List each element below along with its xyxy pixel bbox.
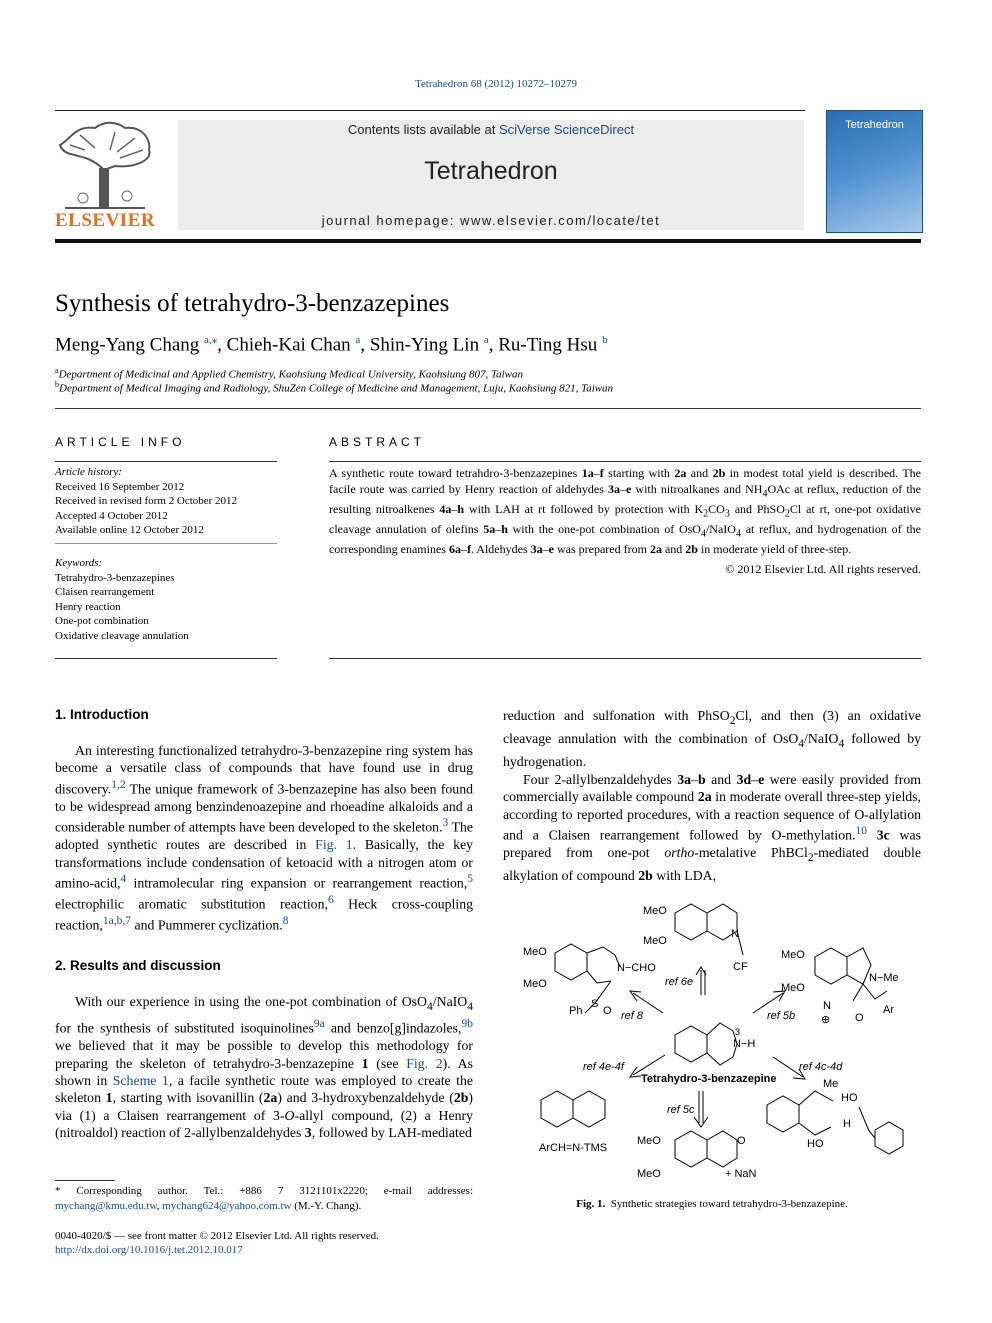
author-name: Meng-Yang Chang — [55, 334, 200, 356]
article-info-heading: ARTICLE INFO — [55, 435, 186, 449]
label-me: Me — [823, 1078, 839, 1090]
article-info — [55, 465, 277, 538]
cover-title: Tetrahedron — [845, 119, 904, 131]
elsevier-tree-icon — [55, 120, 155, 212]
author-affiliation-mark[interactable]: a — [483, 334, 489, 346]
arrow-ref-6e — [696, 967, 706, 995]
label-ref-4c: ref 4c-4d — [799, 1061, 843, 1073]
label-ho: HO — [807, 1138, 824, 1150]
label-ho: HO — [841, 1092, 858, 1104]
benzene-ring-bottom — [675, 1131, 707, 1167]
label-n: N — [731, 928, 739, 940]
benzene-ring-center — [675, 1026, 707, 1062]
author-name: Ru-Ting Hsu — [498, 334, 598, 356]
label-ref-5c: ref 5c — [667, 1104, 695, 1116]
history-label: Article history: — [55, 466, 122, 478]
label-h2n: H — [843, 1118, 851, 1130]
footnote-rule — [55, 1180, 115, 1181]
article-info-rule — [55, 461, 277, 462]
issn-line: 0040-4020/$ — see front matter © 2012 Elsevier Ltd. All rights reserved. — [55, 1230, 379, 1242]
contents-prefix: Contents lists available at — [347, 122, 499, 137]
header-top-rule — [55, 110, 805, 111]
front-divider — [55, 408, 921, 409]
footnote-text: * Corresponding author. Tel.: +886 7 3121101x2220; e-mail addresses: — [55, 1185, 473, 1197]
arrow-ref-5c — [694, 1091, 708, 1127]
label-ncho: N−CHO — [617, 962, 656, 974]
history-item: Received in revised form 2 October 2012 — [55, 495, 238, 507]
benzene-ring-right — [815, 948, 847, 984]
caption-text: Synthetic strategies toward tetrahydro-3-benzazepine. — [610, 1198, 848, 1210]
keyword: Oxidative cleavage annulation — [55, 629, 189, 642]
benzene-ring-bottom-left — [541, 1091, 573, 1127]
keywords-block — [55, 556, 277, 643]
figure-1-caption — [503, 1198, 921, 1210]
author-name: Shin-Ying Lin — [369, 334, 480, 356]
journal-cover-thumbnail — [826, 110, 923, 233]
author-list: Meng-Yang Chang $^{a,⁎}$, Chieh-Kai Chan $^a$, Shin-Ying Lin $^a$, Ru-Ting Hsu $^b$ — [55, 334, 608, 356]
label-meo: MeO — [781, 982, 805, 994]
section-heading-introduction: 1. Introduction — [55, 707, 149, 722]
keywords-label: Keywords: — [55, 557, 103, 569]
introduction-text: An interesting functionalized tetrahydro-3-benzazepine ring system has become a versatile class of compounds that have found use in drug discovery.$^{1,2}$ The unique framework of 3-benzazepine has also been found to be widespread among benzindenoazepine and rhoeadine alkaloids and a considerable number of attempts have been developed to the skeleton.$^3$ The adopted synthetic routes are described in Fig. 1. Basically, the key transformations include condensation of ketoacid with a nitrogen atom or amino-acid,$^4$ intramolecular ring expansion or rearrangement reaction,$^5$ electrophilic aromatic substitution reaction,$^6$ Heck cross-coupling reaction,$^{1a,b,7}$ and Pummerer cyclization.$^8$ — [55, 743, 474, 933]
phenyl-ring-bottom-right — [875, 1122, 903, 1154]
label-s: S — [591, 998, 599, 1010]
front-matter — [55, 1229, 379, 1257]
label-cf3: CF — [733, 961, 748, 973]
author-affiliation-mark[interactable]: b — [602, 334, 608, 346]
label-n2: N — [823, 1000, 831, 1012]
benzene-ring-top — [675, 904, 707, 940]
elsevier-logo — [55, 120, 155, 232]
label-nan3: + NaN — [725, 1168, 757, 1180]
label-o: O — [603, 1005, 612, 1017]
label-tetrahydro-benzazepine: Tetrahydro-3-benzazepine — [641, 1073, 777, 1085]
email-link[interactable]: mychang624@yahoo.com.tw — [162, 1200, 292, 1212]
label-meo: MeO — [523, 946, 547, 958]
label-nh: N−H — [733, 1038, 756, 1050]
history-item: Accepted 4 October 2012 — [55, 509, 168, 522]
benzene-ring-bottom-right — [767, 1096, 799, 1132]
abstract-heading: ABSTRACT — [329, 435, 426, 449]
label-meo: MeO — [637, 1168, 661, 1180]
label-arch: ArCH=N-TMS — [539, 1142, 608, 1154]
pyrrolidine-ring-right — [847, 948, 871, 984]
label-plus: ⊕ — [821, 1014, 831, 1026]
contents-line — [178, 122, 804, 137]
keyword: Tetrahydro-3-benzazepines — [55, 571, 175, 584]
affiliation-text: Department of Medical Imaging and Radiology, ShuZen College of Medicine and Management, Luju, Kaohsiung 821, Taiwan — [59, 382, 614, 395]
author-name: Chieh-Kai Chan — [226, 334, 351, 356]
journal-name: Tetrahedron — [424, 157, 558, 185]
author-affiliation-mark[interactable]: a — [355, 334, 361, 346]
results-text-continued: reduction and sulfonation with PhSO$_2$Cl, and then (3) an oxidative cleavage annulation with the combination of OsO$_4$/NaIO$_4$ followed by hydrogenation. Four 2-allylbenzaldehydes 3a–b and 3d–e were easily provided from commercially available compound 2a in moderate overall three-step yields, according to reported procedures, with a reaction sequence of O-allylation and a Claisen rearrangement followed by O-methylation.$^{10}$ 3c was prepared from one-pot ortho-metalative PhBCl$_2$-mediated double alkylation of compound 2b with LDA, — [503, 708, 922, 884]
affiliation-b — [55, 380, 613, 395]
pyran-ring-bottom-left — [573, 1091, 605, 1127]
label-o: O — [737, 1135, 746, 1147]
label-meo: MeO — [637, 1135, 661, 1147]
history-item: Available online 12 October 2012 — [55, 524, 204, 536]
label-meo: MeO — [643, 935, 667, 947]
abstract-text: A synthetic route toward tetrahdro-3-benzazepines 1a–f starting with 2a and 2b in modest total yield is described. The facile route was carried by Henry reaction of aldehydes 3a–e with nitroalkanes and $NH_4OAc$ at reflux, reduction of the resulting nitroalkenes 4a–h with LAH at rt followed by protection with $K_2CO_3$ and PhSO$_2$Cl at rt, one-pot oxidative cleavage annulation of olefins 5a–h with the one-pot combination of OsO$_4$/NaIO$_4$ at reflux, and hydrogenation of the corresponding enamines 6a–f. Aldehydes 3a–e was prepared from 2a and 2b in moderate yield of three-step. — [329, 466, 922, 556]
author-affiliation-mark[interactable]: a,⁎ — [204, 334, 218, 346]
history-item: Received 16 September 2012 — [55, 480, 185, 493]
label-ref-8: ref 8 — [621, 1010, 644, 1022]
doi-link[interactable]: http://dx.doi.org/10.1016/j.tet.2012.10.017 — [55, 1244, 243, 1256]
journal-homepage[interactable]: journal homepage: www.elsevier.com/locate/tet — [321, 213, 661, 228]
email-link[interactable]: mychang@kmu.edu.tw — [55, 1200, 157, 1212]
caption-label: Fig. 1. — [576, 1198, 606, 1210]
abstract-copyright: © 2012 Elsevier Ltd. All rights reserved. — [725, 562, 921, 576]
keyword: Claisen rearrangement — [55, 586, 155, 598]
elsevier-wordmark: ELSEVIER — [55, 210, 156, 231]
affiliation-text: Department of Medicinal and Applied Chemistry, Kaohsiung Medical University, Kaohsiung 807, Taiwan — [58, 368, 523, 381]
benzene-ring-left — [555, 944, 587, 980]
sciencedirect-link[interactable]: SciVerse ScienceDirect — [498, 122, 635, 137]
label-ar: Ar — [883, 1004, 894, 1016]
cyclohexanone-ring-bottom — [707, 1131, 737, 1167]
label-three: 3 — [735, 1027, 741, 1037]
footnote-tail: (M.-Y. Chang). — [291, 1200, 362, 1212]
affiliation-mark: a — [55, 366, 59, 375]
label-meo: MeO — [781, 949, 805, 961]
label-nme: N−Me — [869, 972, 899, 984]
label-ref-5b: ref 5b — [767, 1010, 796, 1022]
affiliation-mark: b — [55, 380, 59, 389]
keyword: Henry reaction — [55, 600, 121, 613]
results-text: With our experience in using the one-pot combination of OsO$_4$/NaIO$_4$ for the synthesis of substituted isoquinolines$^{9a}$ and benzo[g]indazoles,$^{9b}$ we believed that it may be possible to develop this methodology for preparing the skeleton of tetrahydro-3-benzazepine 1 (see Fig. 2). As shown in Scheme 1, a facile synthetic route was employed to create the skeleton 1, starting with isovanillin (2a) and 3-hydroxybenzaldehyde (2b) via (1) a Claisen rearrangement of 3-O-allyl compound, (2) a Henry (nitroaldol) reaction of 2-allylbenzaldehydes 3, followed by LAH-mediated — [55, 994, 473, 1141]
label-meo: MeO — [643, 905, 667, 917]
figure-1-scheme — [515, 895, 915, 1190]
affiliation-a — [55, 366, 523, 381]
corresponding-author-footnote: * Corresponding author. Tel.: +886 7 3121101x2220; e-mail addresses: mychang@kmu.edu.tw, mychang624@yahoo.com.tw (M.-Y. Chang). — [55, 1185, 473, 1212]
article-info-bottom-rule — [55, 658, 277, 659]
section-heading-results: 2. Results and discussion — [55, 958, 221, 973]
keywords-rule — [55, 543, 277, 544]
abstract-bottom-rule — [329, 658, 921, 659]
keyword: One-pot combination — [55, 615, 149, 627]
label-ref-6e: ref 6e — [665, 976, 694, 988]
journal-citation[interactable]: Tetrahedron 68 (2012) 10272–10279 — [414, 78, 578, 90]
article-title: Synthesis of tetrahydro-3-benzazepines — [55, 290, 450, 317]
label-ph: Ph — [569, 1005, 583, 1017]
abstract-rule — [329, 461, 921, 462]
header-bottom-rule — [55, 239, 921, 243]
label-meo: MeO — [523, 978, 547, 990]
journal-header-box — [178, 120, 804, 230]
label-o: O — [855, 1012, 864, 1024]
label-ref-4e: ref 4e-4f — [583, 1061, 624, 1073]
